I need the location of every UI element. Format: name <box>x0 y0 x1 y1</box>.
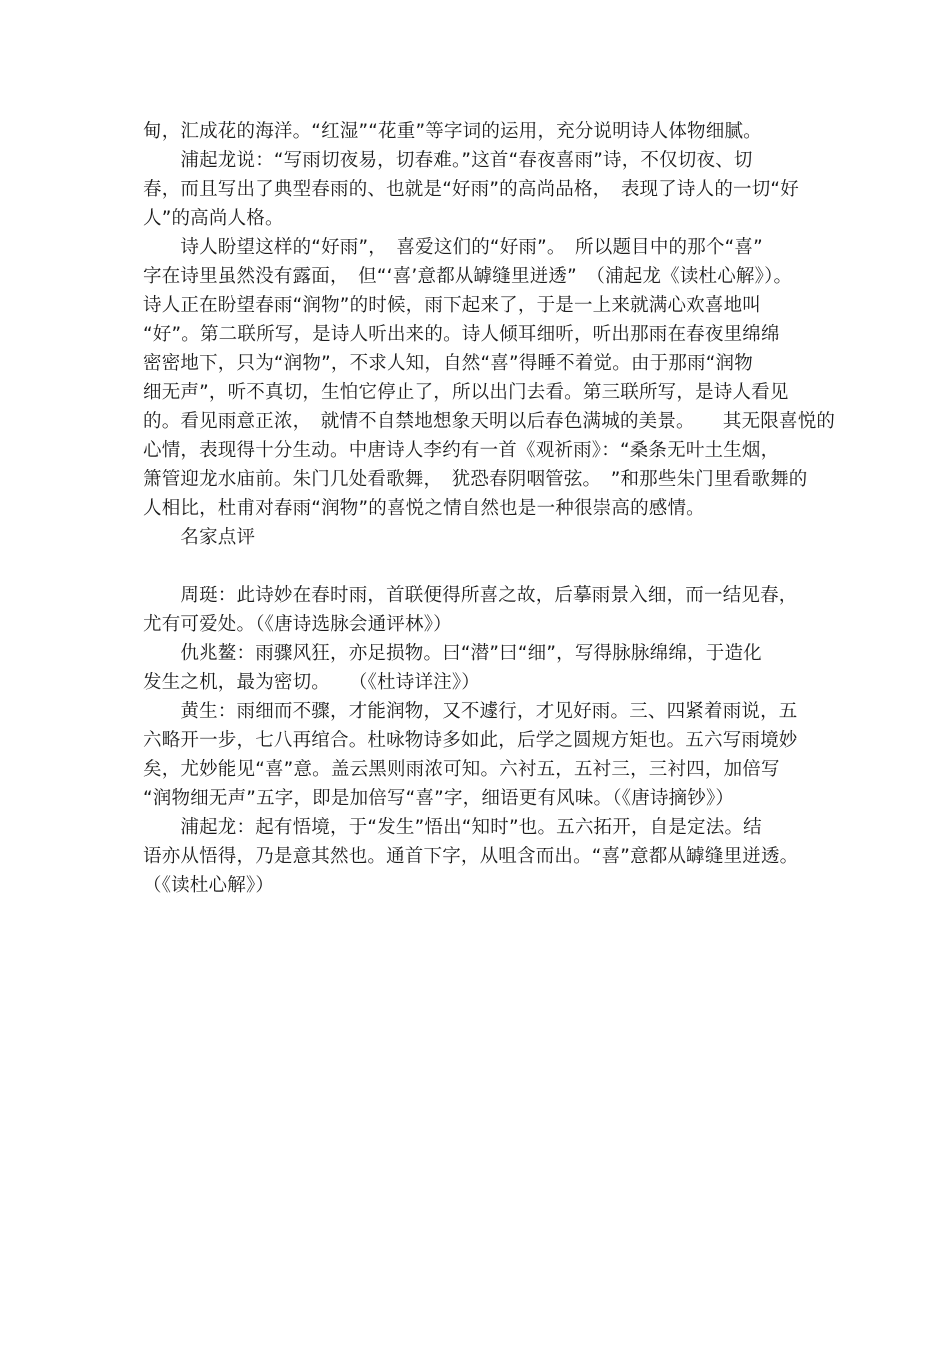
text-line: 细无声”，听不真切，生怕它停止了，所以出门去看。第三联所写，是诗人看见 <box>143 382 789 403</box>
text-line: 人”的高尚人格。 <box>143 208 284 229</box>
text-line: 尤有可爱处。（《唐诗选脉会通评林》） <box>143 614 452 635</box>
text-line: 仇兆鳌：雨骤风狂，亦足损物。曰“潜”曰“细”，写得脉脉绵绵，于造化 <box>143 643 762 664</box>
text-line: 语亦从悟得，乃是意其然也。通首下字，从咀含而出。“喜”意都从罅缝里迸透。 <box>143 846 799 867</box>
text-line: 春，而且写出了典型春雨的、也就是“好雨”的高尚品格， 表现了诗人的一切“好 <box>143 179 799 200</box>
text-line: “润物细无声”五字，即是加倍写“喜”字，细语更有风味。（《唐诗摘钞》） <box>143 788 735 809</box>
text-line: 的。看见雨意正浓， 就情不自禁地想象天明以后春色满城的美景。 其无限喜悦的 <box>143 411 836 432</box>
text-line: 浦起龙：起有悟境，于“发生”悟出“知时”也。五六拓开，自是定法。结 <box>143 817 762 838</box>
text-line: 六略开一步，七八再绾合。杜咏物诗多如此，后学之圆规方矩也。五六写雨境妙 <box>143 730 798 751</box>
text-line: 诗人正在盼望春雨“润物”的时候，雨下起来了，于是一上来就满心欢喜地叫 <box>143 295 761 316</box>
text-line: 人相比，杜甫对春雨“润物”的喜悦之情自然也是一种很崇高的感情。 <box>143 498 705 519</box>
text-line: 字在诗里虽然没有露面， 但“‘喜’意都从罅缝里迸透” （浦起龙《读杜心解》）。 <box>143 266 793 287</box>
text-line: 密密地下，只为“润物”，不求人知，自然“喜”得睡不着觉。由于那雨“润物 <box>143 353 753 374</box>
text-line: （《读杜心解》） <box>143 875 275 896</box>
text-line: “好”。第二联所写，是诗人听出来的。诗人倾耳细听，听出那雨在春夜里绵绵 <box>143 324 780 345</box>
text-line: 浦起龙说：“写雨切夜易，切春难。”这首“春夜喜雨”诗，不仅切夜、切 <box>143 150 753 171</box>
text-line: 发生之机，最为密切。 （《杜诗详注》） <box>143 672 481 693</box>
text-line: 箫管迎龙水庙前。朱门几处看歌舞， 犹恐春阴咽管弦。 ”和那些朱门里看歌舞的 <box>143 469 808 490</box>
text-line: 矣，尤妙能见“喜”意。盖云黑则雨浓可知。六衬五，五衬三，三衬四，加倍写 <box>143 759 780 780</box>
text-line: 甸，汇成花的海洋。“红湿”“花重”等字词的运用，充分说明诗人体物细腻。 <box>143 121 762 142</box>
text-line: 诗人盼望这样的“好雨”， 喜爱这们的“好雨”。 所以题目中的那个“喜” <box>143 237 763 258</box>
text-line: 心情，表现得十分生动。中唐诗人李约有一首《观祈雨》：“桑条无叶土生烟， <box>143 440 780 461</box>
section-heading: 名家点评 <box>143 527 256 548</box>
text-line: 周珽：此诗妙在春时雨，首联便得所喜之故，后摹雨景入细，而一结见春， <box>143 585 798 606</box>
text-line: 黄生：雨细而不骤，才能润物，又不遽行，才见好雨。三、四紧着雨说，五 <box>143 701 798 722</box>
